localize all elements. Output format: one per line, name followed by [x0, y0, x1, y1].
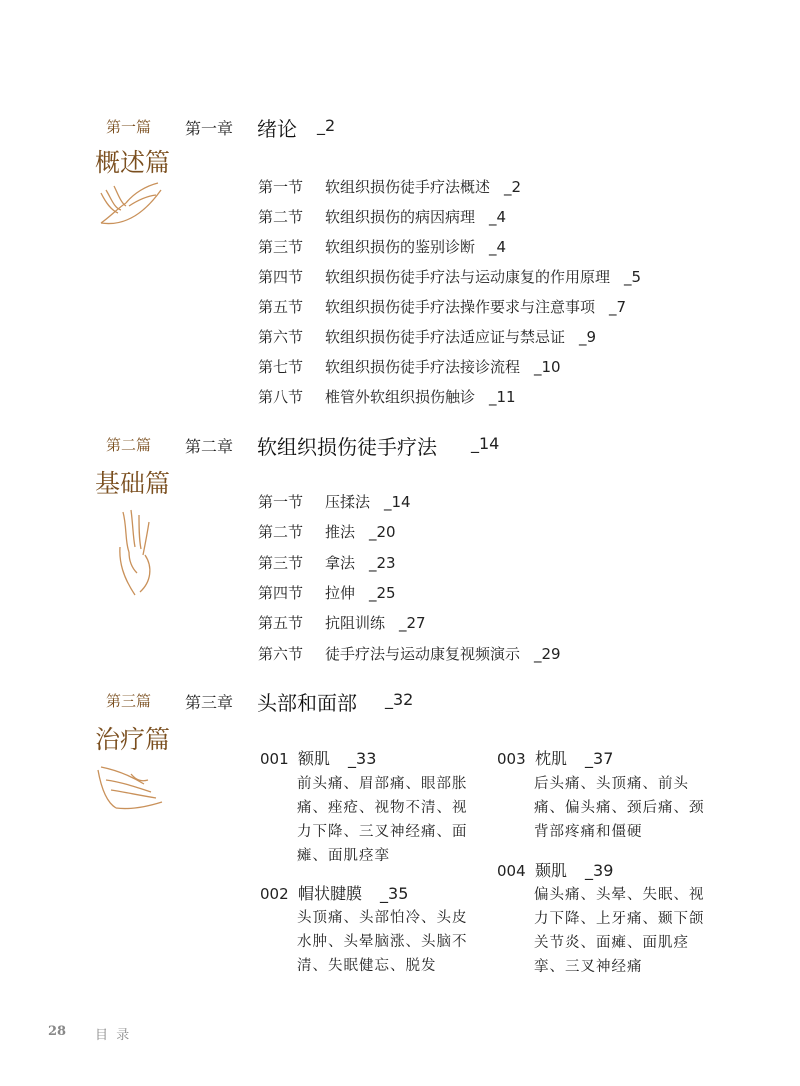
- section-page: _29: [534, 645, 561, 663]
- part-title: 概述篇: [95, 148, 171, 177]
- section-row[interactable]: [258, 236, 506, 257]
- footer-page-number: 28: [48, 1024, 67, 1039]
- item-code: 001: [260, 750, 289, 768]
- section-page: _27: [399, 614, 426, 632]
- section-num: 第四节: [258, 268, 304, 286]
- item-page: _33: [348, 749, 377, 768]
- section-row[interactable]: [258, 206, 506, 227]
- hand-illustration-icon: [96, 178, 166, 228]
- part-label: 第三篇: [106, 692, 152, 710]
- section-title: 推法: [325, 523, 356, 541]
- section-row[interactable]: [258, 521, 396, 542]
- item-desc: 偏头痛、头晕、失眠、视力下降、上牙痛、颞下颌关节炎、面瘫、面肌痉挛、三叉神经痛: [534, 887, 705, 975]
- section-num: 第一节: [258, 178, 304, 196]
- section-page: _14: [384, 493, 411, 511]
- hand-illustration-icon: [96, 762, 166, 812]
- section-row[interactable]: [258, 643, 561, 664]
- section-title: 软组织损伤的病因病理: [325, 208, 476, 226]
- section-title: 拉伸: [325, 584, 356, 602]
- section-num: 第二节: [258, 523, 304, 541]
- footer-title: 目 录: [95, 1028, 130, 1043]
- section-num: 第八节: [258, 388, 304, 406]
- section-row[interactable]: [258, 386, 516, 407]
- item-page: _39: [585, 861, 614, 880]
- chapter-label: 第一章: [185, 119, 234, 138]
- section-num: 第五节: [258, 298, 304, 316]
- section-num: 第一节: [258, 493, 304, 511]
- section-title: 压揉法: [325, 493, 371, 511]
- section-page: _10: [534, 358, 561, 376]
- section-num: 第三节: [258, 554, 304, 572]
- part-label: 第二篇: [106, 436, 152, 454]
- part-title: 治疗篇: [95, 725, 171, 754]
- section-page: _2: [504, 178, 522, 196]
- section-row[interactable]: [258, 326, 596, 347]
- chapter-page: _32: [385, 690, 414, 709]
- section-num: 第七节: [258, 358, 304, 376]
- section-row[interactable]: [258, 296, 626, 317]
- section-title: 徒手疗法与运动康复视频演示: [325, 645, 521, 663]
- hand-illustration-icon: [115, 507, 160, 597]
- item-code: 004: [497, 862, 526, 880]
- section-page: _5: [624, 268, 642, 286]
- section-title: 软组织损伤徒手疗法概述: [325, 178, 491, 196]
- section-page: _4: [489, 208, 507, 226]
- part-title: 基础篇: [95, 469, 171, 498]
- item-desc: 前头痛、眉部痛、眼部胀痛、痤疮、视物不清、视力下降、三叉神经痛、面瘫、面肌痉挛: [297, 776, 468, 864]
- part-label: 第一篇: [106, 118, 152, 136]
- section-row[interactable]: [258, 176, 521, 197]
- chapter-title: 软组织损伤徒手疗法: [257, 435, 437, 459]
- section-row[interactable]: [258, 552, 396, 573]
- section-page: _20: [369, 523, 396, 541]
- section-num: 第六节: [258, 645, 304, 663]
- item-title: 枕肌: [535, 749, 568, 768]
- item-desc: 后头痛、头顶痛、前头痛、偏头痛、颈后痛、颈背部疼痛和僵硬: [534, 776, 705, 840]
- section-page: _11: [489, 388, 516, 406]
- section-num: 第三节: [258, 238, 304, 256]
- section-page: _9: [579, 328, 597, 346]
- section-num: 第二节: [258, 208, 304, 226]
- section-row[interactable]: [258, 612, 426, 633]
- section-row[interactable]: [258, 266, 641, 287]
- section-title: 软组织损伤徒手疗法适应证与禁忌证: [325, 328, 566, 346]
- section-num: 第五节: [258, 614, 304, 632]
- section-row[interactable]: [258, 356, 561, 377]
- chapter-title: 头部和面部: [257, 691, 357, 715]
- item-desc: 头顶痛、头部怕冷、头皮水肿、头晕脑涨、头脑不清、失眠健忘、脱发: [297, 910, 468, 974]
- item-page: _35: [380, 884, 409, 903]
- section-title: 软组织损伤的鉴别诊断: [325, 238, 476, 256]
- item-title: 额肌: [298, 749, 331, 768]
- section-page: _7: [609, 298, 627, 316]
- section-title: 软组织损伤徒手疗法操作要求与注意事项: [325, 298, 596, 316]
- section-row[interactable]: [258, 582, 396, 603]
- chapter-label: 第二章: [185, 437, 234, 456]
- chapter-title: 绪论: [257, 117, 297, 141]
- section-title: 软组织损伤徒手疗法与运动康复的作用原理: [325, 268, 611, 286]
- item-code: 002: [260, 885, 289, 903]
- item-code: 003: [497, 750, 526, 768]
- section-row[interactable]: [258, 491, 411, 512]
- section-title: 抗阻训练: [325, 614, 386, 632]
- chapter-label: 第三章: [185, 693, 234, 712]
- item-title: 帽状腱膜: [298, 884, 363, 903]
- section-title: 椎管外软组织损伤触诊: [325, 388, 476, 406]
- chapter-page: _14: [471, 434, 500, 453]
- section-num: 第四节: [258, 584, 304, 602]
- section-page: _4: [489, 238, 507, 256]
- section-page: _23: [369, 554, 396, 572]
- section-num: 第六节: [258, 328, 304, 346]
- section-page: _25: [369, 584, 396, 602]
- item-page: _37: [585, 749, 614, 768]
- section-title: 拿法: [325, 554, 356, 572]
- chapter-page: _2: [317, 116, 336, 135]
- section-title: 软组织损伤徒手疗法接诊流程: [325, 358, 521, 376]
- item-title: 颞肌: [535, 861, 568, 880]
